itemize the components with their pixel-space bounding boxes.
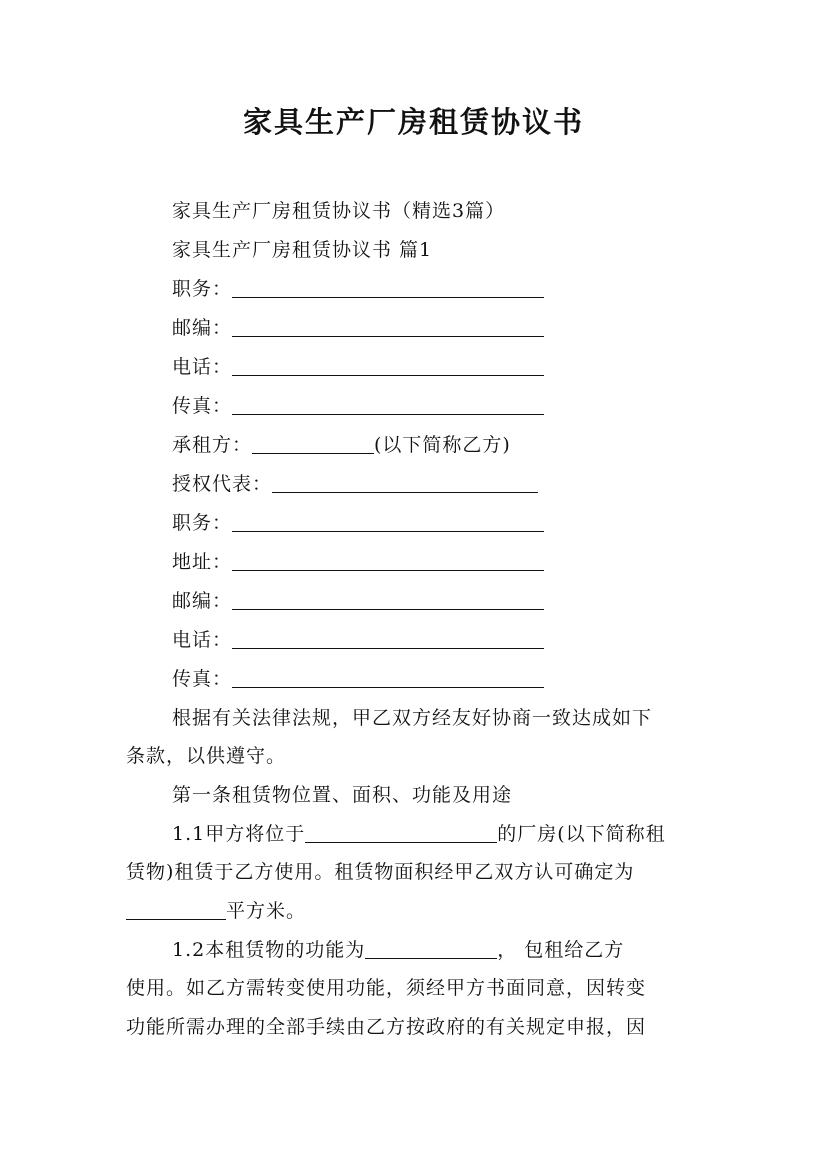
blank-line — [232, 316, 544, 337]
field-label: 邮编： — [172, 590, 233, 612]
clause-1-2-line-1 — [172, 936, 624, 964]
party-a-fax-row — [172, 392, 544, 420]
field-label: 电话： — [172, 629, 233, 651]
field-label: 职务： — [172, 278, 233, 300]
clause-text: 的厂房(以下简称租 — [497, 823, 666, 845]
document-title: 家具生产厂房租赁协议书 — [242, 105, 584, 139]
clause-text: 1.1甲方将位于 — [172, 823, 306, 845]
blank-line — [232, 667, 544, 688]
blank-line — [272, 472, 538, 493]
clause-text: ， 包租给乙方 — [497, 939, 625, 961]
clause-text: 平方米。 — [226, 900, 307, 922]
party-b-fax-row — [172, 665, 544, 693]
blank-line — [232, 589, 544, 610]
blank-line — [232, 511, 544, 532]
field-label: 职务： — [172, 512, 233, 534]
preamble-line-2: 条款，以供遵守。 — [126, 745, 287, 767]
blank-line — [365, 938, 497, 959]
party-b-rep-row — [172, 470, 538, 498]
party-b-phone-row — [172, 626, 544, 654]
article-1-heading: 第一条租赁物位置、面积、功能及用途 — [172, 784, 513, 806]
party-b-address-row — [172, 548, 544, 576]
clause-1-2-line-3: 功能所需办理的全部手续由乙方按政府的有关规定申报，因 — [126, 1016, 647, 1038]
blank-line — [232, 277, 544, 298]
blank-line — [232, 628, 544, 649]
blank-line — [232, 394, 544, 415]
field-label: 传真： — [172, 668, 233, 690]
lessee-suffix: (以下简称乙方) — [374, 434, 511, 456]
blank-line — [232, 355, 544, 376]
blank-line — [126, 899, 226, 920]
clause-1-2-line-2: 使用。如乙方需转变使用功能，须经甲方书面同意，因转变 — [126, 977, 647, 999]
document-subtitle: 家具生产厂房租赁协议书（精选3篇） — [172, 200, 506, 222]
blank-line — [305, 822, 497, 843]
clause-1-1-line-2: 赁物)租赁于乙方使用。租赁物面积经甲乙双方认可确定为 — [126, 861, 635, 883]
blank-line — [252, 433, 374, 454]
party-b-postcode-row — [172, 587, 544, 615]
party-a-position-row — [172, 275, 544, 303]
party-a-phone-row — [172, 353, 544, 381]
clause-1-1-line-3 — [126, 897, 306, 925]
field-label: 授权代表： — [172, 473, 273, 495]
field-label: 地址： — [172, 551, 233, 573]
blank-line — [232, 550, 544, 571]
party-a-postcode-row — [172, 314, 544, 342]
lessee-row — [172, 431, 511, 459]
lessee-label: 承租方： — [172, 434, 253, 456]
field-label: 电话： — [172, 356, 233, 378]
field-label: 邮编： — [172, 317, 233, 339]
clause-text: 1.2本租赁物的功能为 — [172, 939, 366, 961]
field-label: 传真： — [172, 395, 233, 417]
section-heading: 家具生产厂房租赁协议书 篇1 — [172, 239, 433, 261]
clause-1-1-line-1 — [172, 820, 666, 848]
party-b-position-row — [172, 509, 544, 537]
preamble-line-1: 根据有关法律法规，甲乙双方经友好协商一致达成如下 — [172, 707, 653, 729]
